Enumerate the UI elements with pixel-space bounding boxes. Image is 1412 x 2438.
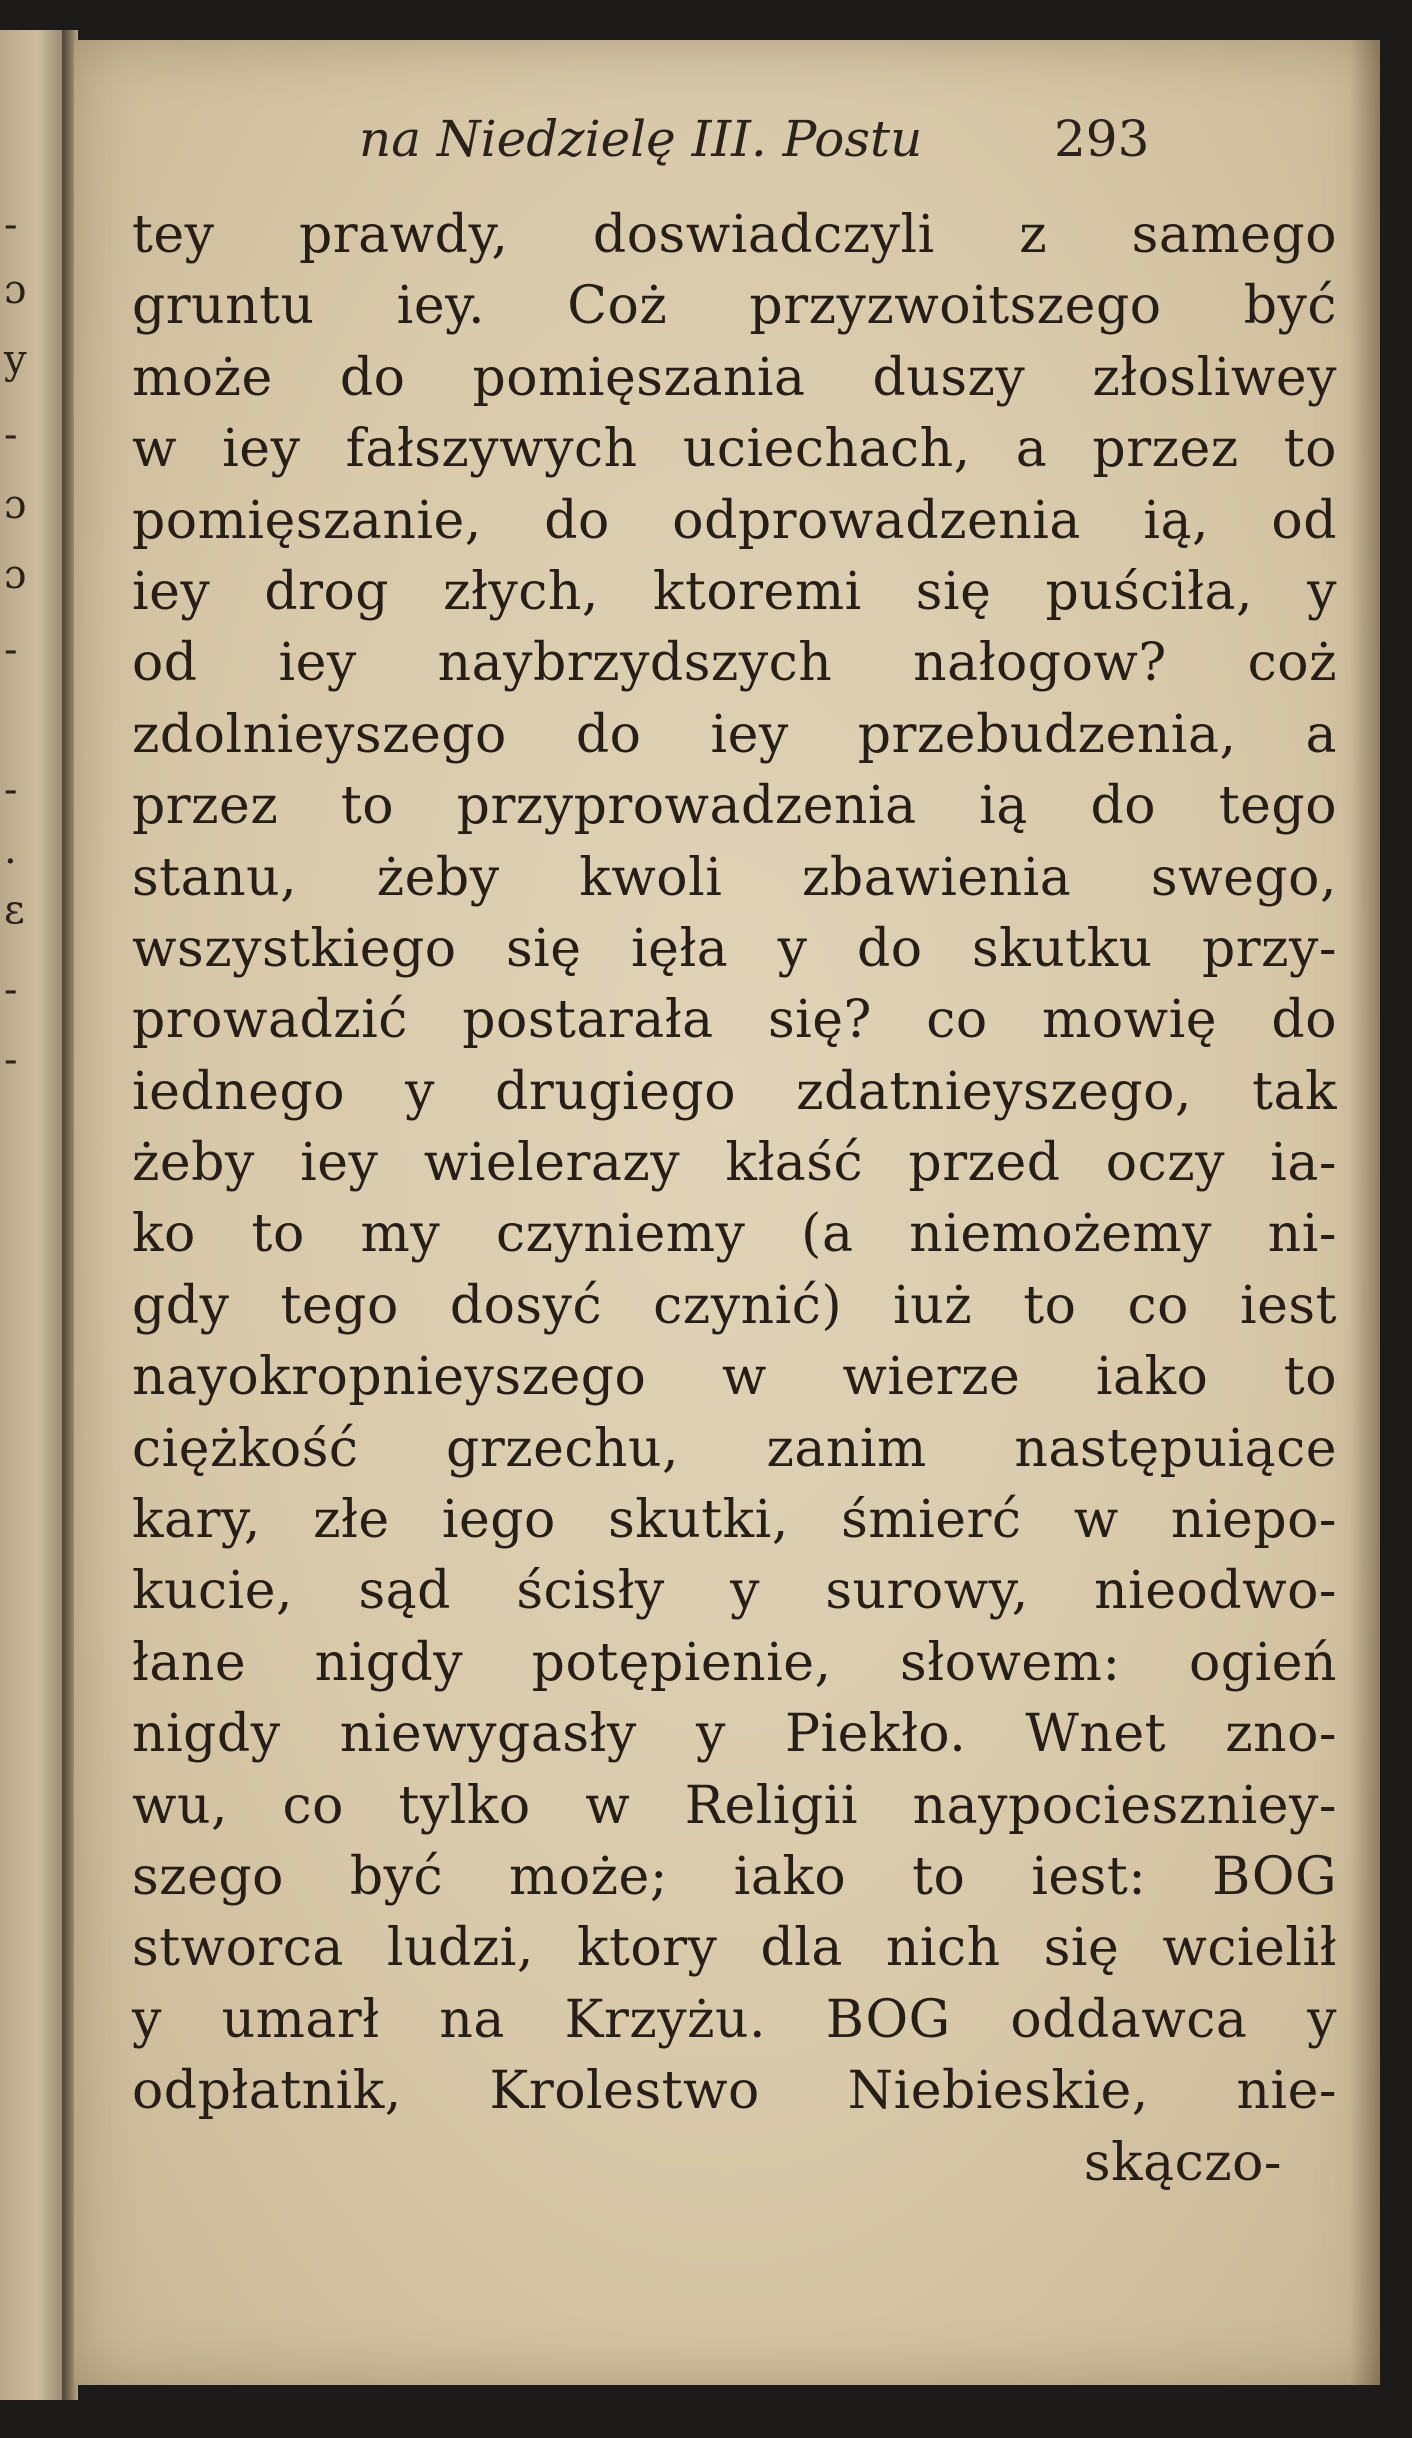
prev-page-fragment: .	[4, 827, 17, 873]
prev-page-fragment: ɔ	[4, 482, 27, 528]
body-text	[132, 200, 1337, 2199]
prev-page-fragment: -	[4, 1037, 18, 1083]
prev-page-fragment: -	[4, 202, 18, 248]
prev-page-fragment: -	[4, 412, 18, 458]
text-line: tey prawdy, doswiadczyli z samego	[132, 205, 1337, 265]
text-line: żeby iey wielerazy kłaść przed oczy ia-	[132, 1133, 1337, 1194]
text-line: od iey naybrzydszych nałogow? coż	[132, 633, 1337, 694]
previous-page-edge	[0, 30, 70, 2400]
text-line: iednego y drugiego zdatnieyszego, tak	[132, 1061, 1337, 1122]
text-line: gdy tego dosyć czynić) iuż to co iest	[132, 1275, 1337, 1336]
text-line: wszystkiego się ięła y do skutku przy-	[132, 918, 1337, 979]
text-line: nigdy niewygasły y Piekło. Wnet zno-	[132, 1704, 1337, 1765]
prev-page-fragment: y	[4, 337, 27, 383]
text-line: zdolnieyszego do iey przebudzenia, a	[132, 704, 1337, 765]
prev-page-fragment: -	[4, 627, 18, 673]
text-line: pomięszanie, do odprowadzenia ią, od	[132, 490, 1337, 551]
running-title: na Niedzielę III. Postu	[359, 110, 923, 168]
text-line: łane nigdy potępienie, słowem: ogień	[132, 1632, 1337, 1693]
text-line: gruntu iey. Coż przyzwoitszego być	[132, 276, 1337, 337]
book-page	[74, 40, 1380, 2385]
text-line: stanu, żeby kwoli zbawienia swego,	[132, 847, 1337, 908]
prev-page-fragment: ɔ	[4, 552, 27, 598]
text-line: odpłatnik, Krolestwo Niebieskie, nie-	[132, 2061, 1337, 2122]
text-line: y umarł na Krzyżu. BOG oddawca y	[132, 1989, 1337, 2050]
text-line: ciężkość grzechu, zanim następuiące	[132, 1418, 1337, 1479]
text-line: może do pomięszania duszy złosliwey	[132, 347, 1337, 408]
prev-page-fragment: -	[4, 967, 18, 1013]
catchword: skączo-	[1083, 2132, 1282, 2193]
text-line: wu, co tylko w Religii naypocieszniey-	[132, 1775, 1337, 1836]
text-line: szego być może; iako to iest: BOG	[132, 1846, 1337, 1907]
page-edge-shadow	[1350, 40, 1380, 2385]
text-line: przez to przyprowadzenia ią do tego	[132, 776, 1337, 837]
page-number: 293	[1054, 110, 1150, 168]
text-line: kary, złe iego skutki, śmierć w niepo-	[132, 1490, 1337, 1551]
text-line: iey drog złych, ktoremi się puściła, y	[132, 561, 1337, 622]
running-head	[74, 110, 1380, 190]
text-line: stworca ludzi, ktory dla nich się wcielił	[132, 1918, 1337, 1979]
prev-page-fragment: ɛ	[4, 887, 25, 933]
text-line: kucie, sąd ścisły y surowy, nieodwo-	[132, 1561, 1337, 1622]
text-line: prowadzić postarała się? co mowię do	[132, 990, 1337, 1051]
text-line: nayokropnieyszego w wierze iako to	[132, 1347, 1337, 1408]
prev-page-fragment: -	[4, 767, 18, 813]
text-line: w iey fałszywych uciechach, a przez to	[132, 419, 1337, 480]
prev-page-fragment: ɔ	[4, 267, 27, 313]
text-line: ko to my czyniemy (a niemożemy ni-	[132, 1204, 1337, 1265]
